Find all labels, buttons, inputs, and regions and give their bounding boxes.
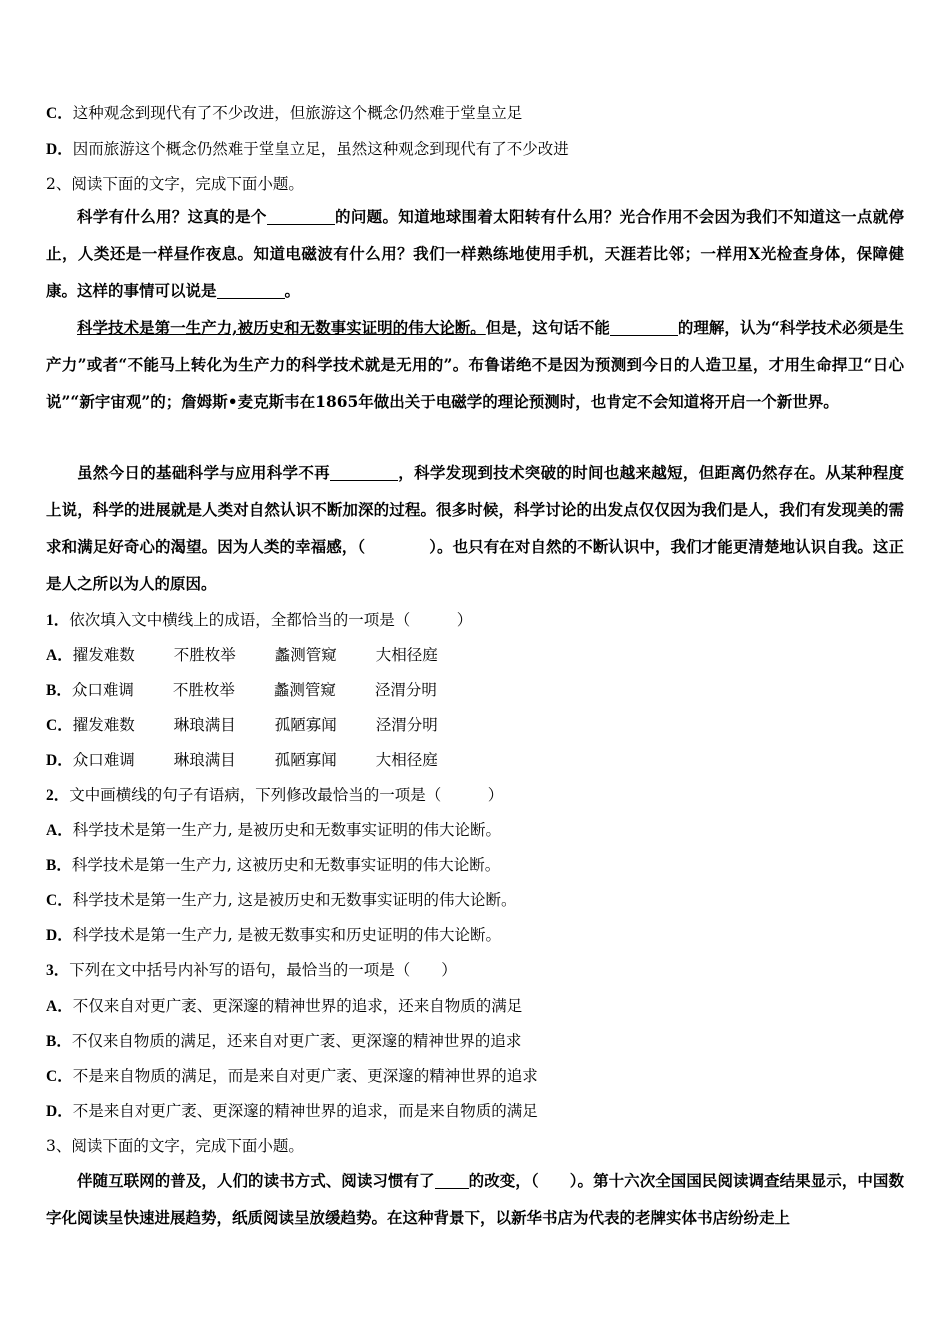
option-d-top: D．因而旅游这个概念仍然难于堂皇立足，虽然这种观念到现代有了不少改进 xyxy=(46,140,569,158)
passage-paragraph-3: 虽然今日的基础科学与应用科学不再 ，科学发现到技术突破的时间也越来越短，但距离仍然存在。从某种程度上说，科学的进展就是人类对自然认识不断加深的过程。很多时候，科学讨论的出发点仅仅因为我们是人，我们有发现美的需求和满足好奇心的渴望。因为人类的幸福感，（ ）。也只有在对自然的不断认识中，我们才能更清楚地认识自我。这正是人之所以为人的原因。 xyxy=(46,463,904,593)
q2-option-c: C．科学技术是第一生产力, 这是被历史和无数事实证明的伟大论断。 xyxy=(46,891,517,909)
blank-line xyxy=(217,283,285,300)
passage3-paragraph-1: 伴随互联网的普及，人们的读书方式、阅读习惯有了 的改变，（ ）。第十六次全国国民阅读调查结果显示，中国数字化阅读呈快速进展趋势，纸质阅读呈放缓趋势。在这种背景下，以新华书店为代表的老牌实体书店纷纷走上 xyxy=(46,1171,904,1227)
option-c-top: C．这种观念到现代有了不少改进，但旅游这个概念仍然难于堂皇立足 xyxy=(46,104,523,122)
blank-line xyxy=(435,1173,469,1190)
section-2-heading: 2、阅读下面的文字，完成下面小题。 xyxy=(46,175,304,193)
q3-option-d: D．不是来自对更广袤、更深邃的精神世界的追求，而是来自物质的满足 xyxy=(46,1102,538,1120)
q2-option-b: B．科学技术是第一生产力, 这被历史和无数事实证明的伟大论断。 xyxy=(46,856,501,874)
blank-line xyxy=(330,465,398,482)
q1-option-c: C．擢发难数 琳琅满目 孤陋寡闻 泾渭分明 xyxy=(46,716,438,734)
question-3-stem: 3．下列在文中括号内补写的语句，最恰当的一项是（ ） xyxy=(46,961,457,979)
q1-option-a: A．擢发难数 不胜枚举 蠡测管窥 大相径庭 xyxy=(46,646,438,664)
passage-paragraph-2: 科学技术是第一生产力,被历史和无数事实证明的伟大论断。但是，这句话不能 的理解，认为“科学技术必须是生产力”或者“不能马上转化为生产力的科学技术就是无用的”。布鲁诺绝不是因为预测到今日的人造卫星，才用生命捍卫“日心说”“新宇宙观”的；詹姆斯•麦克斯韦在1865年做出关于电磁学的理论预测时，也肯定不会知道将开启一个新世界。 xyxy=(46,318,904,411)
q1-option-b: B．众口难调 不胜枚举 蠡测管窥 泾渭分明 xyxy=(46,681,437,699)
q3-option-c: C．不是来自物质的满足，而是来自对更广袤、更深邃的精神世界的追求 xyxy=(46,1067,538,1085)
q3-option-b: B．不仅来自物质的满足，还来自对更广袤、更深邃的精神世界的追求 xyxy=(46,1032,522,1050)
q1-option-d: D．众口难调 琳琅满目 孤陋寡闻 大相径庭 xyxy=(46,751,438,769)
q2-option-d: D．科学技术是第一生产力, 是被无数事实和历史证明的伟大论断。 xyxy=(46,926,502,944)
question-1-stem: 1．依次填入文中横线上的成语，全都恰当的一项是（ ） xyxy=(46,611,473,629)
q3-option-a: A．不仅来自对更广袤、更深邃的精神世界的追求，还来自物质的满足 xyxy=(46,997,523,1015)
section-3-heading: 3、阅读下面的文字，完成下面小题。 xyxy=(46,1137,304,1155)
q2-option-a: A．科学技术是第一生产力, 是被历史和无数事实证明的伟大论断。 xyxy=(46,821,502,839)
blank-line xyxy=(610,320,678,337)
underlined-sentence: 科学技术是第一生产力,被历史和无数事实证明的伟大论断。 xyxy=(77,318,486,337)
blank-line xyxy=(267,209,335,226)
passage-paragraph-1: 科学有什么用？这真的是个 的问题。知道地球围着太阳转有什么用？光合作用不会因为我们不知道这一点就停止，人类还是一样昼作夜息。知道电磁波有什么用？我们一样熟练地使用手机，天涯若比邻；一样用X光检查身体，保障健康。这样的事情可以说是 。 xyxy=(46,207,904,300)
question-2-stem: 2．文中画横线的句子有语病，下列修改最恰当的一项是（ ） xyxy=(46,786,504,804)
